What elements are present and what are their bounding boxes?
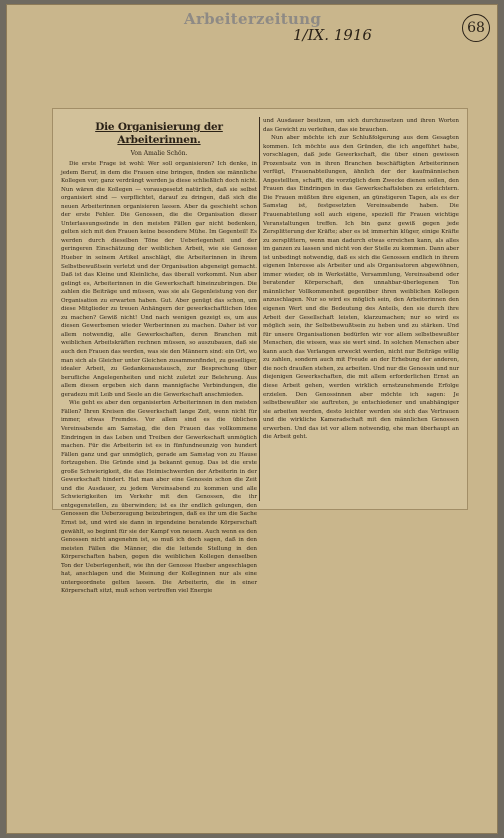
paragraph: Wie geht es aber den organisierten Arbeiterinnen in den meisten Fällen? Ihren Kreisen die Gewerkschaft lange Zeit, wenn nicht für immer, etwas Fremdes. Vor allem sind es die üblichen Vereinsabende am Samstag, die den Frauen das vollkommene Eindringen in das Leben und Treiben der Gewerkschaft unmöglich machen. Für die Arbeiterin ist es in fünfundneunzig von hundert Fällen ganz und gar unmöglich, gerade am Samstag von zu Hause fortzugehen. Die Gründe sind ja bekannt genug. Das ist die erste große Schwierigkeit, die das Heimischwerden der Arbeiterin in der Gewerkschaft hindert. Hat man aber eine Genossin schon die Zeit und die Ausdauer, zu jedem Vereinsabend zu kommen und alle Schwierigkeiten im Verkehr mit den Genossen, die ihr entgegenstellen, zu überwinden; ist es ihr endlich gelungen, den Genossen die Ueberzeugung beizubringen, daß es ihr um die Sache Ernst ist, und wird sie dann in irgendeine beratende Körperschaft gewählt, so beginnt für sie der Kampf von neuem. Auch wenn es den Genossen nicht angenehm ist, so muß ich doch sagen, daß in den meisten Fällen die Männer, die die leitende Stellung in den Körperschaften haben, gegen die weiblichen Kollegen denselben Ton der Ueberlegenheit, wie ihn der Genosse Hueber angeschlagen hat, anschlagen und die Meinung der Kolleginnen nur als eine untergeordnete gelten lassen. Die Arbeiterin, die in einer Körperschaft sitzt, muß schon vertreffen viel Energie xyxy=(61,400,257,595)
article-title: Die Organisierung der Arbeiterinnen. xyxy=(95,121,223,146)
archive-number-stamp: 68 xyxy=(462,14,490,42)
article-left-column xyxy=(61,117,257,596)
article-byline: Von Amalie Schön. xyxy=(130,150,188,157)
paragraph: und Ausdauer besitzen, um sich durchzusetzen und ihren Worten das Gewicht zu verleihen, das sie brauchen. xyxy=(263,118,459,133)
paragraph: Die erste Frage ist wohl: Wer soll organisieren? Ich denke, in jedem Beruf, in dem die Frauen eine bringen, finden sie männliche Kollegen vor; ganz verdrängt werden ja diese schließlich doch nicht. Nun wären die Kollegen — vorausgesetzt natürlich, daß sie selbst organisiert sind — verpflichtet, darauf zu dringen, daß sich die neuen Arbeiterinnen organisieren lassen. Aber da geschieht schon der erste Fehler. Die Genossen, die die Organisation dieser Unterlassungssünde in den meisten Fällen gar nicht bedenken, gelten sich mit den Frauen keine besondere Mühe. Im Gegenteil! Es werden durch dieselben Töne der Ueberlegenheit und der geringeren Einschätzung der weiblichen Arbeit, wie sie Genosse Hueber in seinem Artikel anschlägt, die Arbeiterinnen in ihrem Selbstbewußtsein verletzt und der Organisation abgeneigt gemacht. Daß ist das Kleine und Kleinliche, das überall vorkommt. Nun aber gelingt es, Arbeiterinnen in die Gewerkschaft hineinzubringen. Die zahlen die Beiträge und müssen, was sie als Gegenleistung von der Organisation zu erwarten haben. Gut. Aber genügt das schon, um diese Mitglieder zu treuen Anhängern der gewerkschaftlichen Idee zu machen? Gewiß nicht! Und nach wenigen gezeigt es, um aus diesen Gewerbsmen wieder Werberinnen zu machen. Daher ist vor allem notwendig, alle Gewerkschaften, deren Branchen mit weiblichen Arbeitskräften rechnen müssen, so auszubauen, daß sie auch den Frauen das werden, was sie den Männern sind: ein Ort, wo man sich als Gleicher unter Gleichen zusammenfindet, zu geselliger, idealer Arbeit, zu Gedankenaustausch, zur Besprechung über berufliche Angelegenheiten und nicht zuletzt zur Belehrung. Aus allem diesen ergeben sich dann mannigfache Verbindungen, die geradezu mit Leib und Seele an die Gewerkschaft anschmieden. xyxy=(61,161,257,398)
article-right-column xyxy=(263,117,459,442)
archive-sheet xyxy=(6,4,498,834)
paragraph: Nun aber möchte ich zur Schlußfolgerung aus dem Gesagten kommen. Ich möchte aus den Gründen, die ich angeführt habe, vorschlagen, daß jede Gewerkschaft, die über einen gewissen Prozentsatz von in ihren Branchen beschäftigten Arbeiterinnen verfügt, Frauenabteilungen, ähnlich der der kaufmännischen Angestellten, schafft, die vorzüglich dem Zwecke dienen sollen, den Frauen das Eindringen in das Gewerkschaftsleben zu erleichtern. Die Frauen müßten ihre eigenen, an günstigeren Tagen, als es der Samstag ist, festgesetzten Vereinsabende haben. Die Frauenabteilung soll auch eigene, speziell für Frauen wichtige Veranstaltungen treffen. Ich bin ganz gewiß gegen jede Zersplitterung der Kräfte; aber es ist immerhin klüger, einige Kräfte zu zersplittern, wenn man dadurch etwas erreichen kann, als alles im ganzen zu lassen und nicht von der Stelle zu kommen. Dann aber ist unbedingt notwendig, daß es sich die Genossen endlich in ihrem eigenen Interesse als Arbeiter und als Organisatoren abgewöhnen, immer wieder, ob in Werkstätte, Versammlung, Vereinsabend oder beratender Körperschaft, den unnahbar-überlegenen Ton männlicher Vollkommenheit gegenüber ihren weiblichen Kollegen anzuschlagen. Nur so wird es möglich sein, den Arbeiterinnen den eigenen Wert und die Bedeutung des Anteils, den sie durch ihre Arbeit der Gesellschaft leisten, klarzumachen; nur so wird es möglich sein, ihr Selbstbewußtsein zu heben und zu stärken. Und für unsere Organisationen bedürfen wir vor allem selbstbewußter Menschen, die wissen, was sie wert sind. In solchen Menschen aber kann auch das Verlangen erweckt werden, nicht nur Beiträge willig zu zahlen, sondern auch mit Freude an der Erhebung der anderen, die noch draußen stehen, zu arbeiten. Und nur die Genossin und nur diejenigen Gewerkschaften, die mit allem erforderlichen Ernst an diese Arbeit gehen, werden wirklich ernstzunehmende Erfolge erzielen. Den Genossinnen aber möchte ich sagen: Je selbstbewußter sie auftreten, je entschiedener und unabhängiger sie arbeiten werden, desto leichter werden sie sich das Vertrauen und die wirkliche Kameradschaft mit den männlichen Genossen erwerben. Und das ist vor allem notwendig, ehe man überhaupt an die Arbeit geht. xyxy=(263,135,459,441)
newspaper-name: Arbeiterzeitung xyxy=(184,10,322,28)
handwritten-date: 1/IX. 1916 xyxy=(293,26,372,44)
column-divider xyxy=(259,117,260,501)
newspaper-clipping xyxy=(52,108,468,595)
